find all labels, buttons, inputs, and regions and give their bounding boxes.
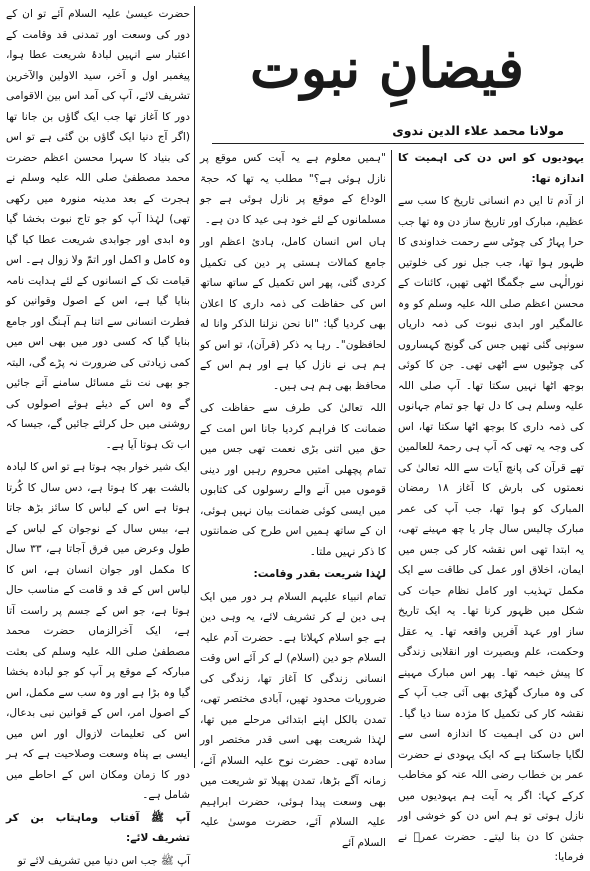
article-column-left [6, 4, 190, 769]
section-heading: آپ ﷺ آفتاب وماہتاب بن کر تشریف لائے: [6, 808, 190, 849]
section-heading: لہٰذا شریعت بقدر وقامت: [200, 564, 386, 585]
paragraph: حضرت عیسیٰ علیہ السلام آئے تو ان کے دور کی وسعت اور تمدنی قد وقامت کے اعتبار سے انہیں لبادۂ شریعت عطا ہوا، پیغمبر اول و آخر، سید الاولین والآخرین تشریف لائے، آپ کی آمد اس بین الاقوامی دور کا آغاز تھا جب ایک گاؤں بن جانا تھا (اگر آج دنیا ایک گاؤں بن گئی ہے تو اس کی بنیاد کا سہرا محسن اعظم حضرت محمد مصطفیٰ صلی اللہ علیہ وسلم نے ہجرت کے بعد مدینہ منورہ میں رکھی تھی) لہٰذا آپ کو جو تاج نبوت بخشا گیا وہ ابدی اور جوابدی شریعت عطا کیا گیا وہ کامل و اکمل اور اتمّ ولا زوال ہے۔ اس قیامت تک کے انسانوں کے لئے ہدایت نامہ بنایا گیا ہے، اس کے اصول وقوانین کو فطرت انسانی سے اتنا ہم آہنگ اور جامع بنایا گیا کہ کسی دور میں بھی اس میں کمی زیادتی کی ضرورت نہ پڑے گی، البتہ جو بھی نت نئے مسائل سامنے آتے جائیں گے وہ اس کے دیئے ہوئے اصولوں کی روشنی میں حل کرلئے جائیں گے، جیسا کہ اب تک ہوتا آیا ہے۔ [6, 4, 190, 455]
column-lead: یہودیوں کو اس دن کی اہمیت کا اندازہ تھا: [398, 148, 584, 189]
paragraph: "ہمیں معلوم ہے یہ آیت کس موقع پر نازل ہوئی ہے؟" مطلب یہ تھا کہ حجۃ الوداع کے موقع پر نازل ہوئی ہے جو مسلمانوں کے لئے خود ہی عید کا دن ہے۔ [200, 148, 386, 230]
article-column-right [398, 148, 584, 769]
paragraph: تمام انبیاء علیہم السلام ہر دور میں ایک ہی دین لے کر تشریف لائے، یہ وہی دین ہے جو اسلام کہلاتا ہے۔ حضرت آدم علیہ السلام جو دین (اسلام) لے کر آئے اس وقت انسانی زندگی کا آغاز تھا، زندگی کی ضروریات محدود تھیں، آبادی مختصر تھی، تمدن بالکل اپنے ابتدائی مرحلے میں تھا، لہٰذا شریعت بھی اسی قدر مختصر اور سادہ تھی۔ حضرت نوح علیہ السلام آئے، زمانہ آگے بڑھا، تمدن پھیلا تو شریعت میں بھی وسعت پیدا ہوئی، حضرت ابراہیم علیہ السلام آئے، حضرت موسیٰ علیہ السلام آئے [200, 587, 386, 854]
author-byline: مولانا محمد علاء الدین ندوی [212, 120, 564, 142]
paragraph: ایک شیر خوار بچہ ہوتا ہے تو اس کا لبادہ بالشت بھر کا ہوتا ہے، دس سال کا کُرتا ہوتا ہے اس کے لباس کا سائز بڑھ جاتا ہے، بیس سال کے نوجوان کے لباس کے طول وعرض میں فرق آجاتا ہے، ۳۳ سال کا مکمل اور جوان انسان ہے، اس کا لباس اس کے قد و قامت کے مناسب حال ہوتا ہے، جو اس کے جسم پر راست آتا ہے، ایک آخرالزماں حضرت محمد مصطفیٰ صلی اللہ علیہ وسلم کی بعثت مبارکہ کے موقع پر آپ کو جو لبادہ بخشا گیا وہ بڑا ہے اور وہ سب سے مکمل، اس کے اصول امر، اس کے قوانین نبی بدعال، اس کی تعلیمات لازوال اور اس میں ایسی بے پناہ وسعت وصلاحیت ہے کہ ہر دور کا زمان ومکان اس کے احاطے میں شامل ہے۔ [6, 457, 190, 806]
paragraph: اللہ تعالیٰ کی طرف سے حفاظت کی ضمانت کا فراہم کردیا جانا اس امت کے حق میں اتنی بڑی نعمت تھی جس میں تمام پچھلی امتیں محروم رہیں اور دینی قوموں میں آنے والے رسولوں کی کتابوں میں ایسی کوئی ضمانت بیان نہیں ہوئی، ان کے ساتھ ہمیں اس طرح کی ضمانتوں کا ذکر نہیں ملتا۔ [200, 398, 386, 562]
article-title: فیضانِ نبوت [222, 22, 552, 114]
byline-divider [212, 143, 584, 144]
column-divider-left [194, 6, 195, 768]
paragraph: ہاں اس انسان کامل، ہادیٔ اعظم اور جامع کمالات ہستی پر دین کی تکمیل کردی گئی، پھر اس تکمیل کے ساتھ ساتھ اس کی حفاظت کی ذمہ داری کا اعلان بھی کردیا گیا: "انا نحن نزلنا الذکر وانا له لحافظون"۔ رہا یہ ذکر (قرآن)، تو اس کو ہم ہی نے نازل کیا ہے اور ہم اس کے محافظ بھی ہم ہی ہیں۔ [200, 232, 386, 396]
paragraph: از آدم تا ایں دم انسانی تاریخ کا سب سے عظیم، مبارک اور تاریخ ساز دن وہ تھا جب حرا پہاڑ کی چوٹی سے رحمت خداوندی کا ظہور ہوا تھا، جب جبل نور کی خلوتیں نورالٰہی سے جگمگا اٹھی تھیں، کائنات کے محسن اعظم صلی اللہ علیہ وسلم کو وہ عالمگیر اور ابدی نبوت کی ذمہ داریاں سونپی گئی تھیں جس کی گونج کہساروں کی چوٹیوں سے اٹھی تھی۔ جن کا کوئی بوجھ اٹھا نہیں سکتا تھا۔ آپ صلی اللہ علیہ وسلم ہی کا دل تھا جو تمام جہانوں کی ذمہ داری کا بوجھ اٹھا سکتا تھا، اس کی وجہ یہ تھی کہ آپ ہی رحمۃ للعالمین تھے قرآن کی پانچ آیات سے اللہ تعالیٰ کی نعمتوں کی بارش کا آغاز ۱۸ رمضان المبارک کو ہوا تھا، جب آپ کی عمر مبارک چالیس سال چار یا چھ مہینے تھی، یہ ابتدا تھی اس نقشہ کار کی جس میں ایمان، اخلاق اور عمل کی طاقت سے ایک مکمل تہذیب اور کامل نظام حیات کی شکل میں ظہور کرنا تھا۔ یہ ایک تاریخ ساز اور عہد آفریں واقعہ تھا۔ یہ عقل وحکمت، علم وبصیرت اور انقلابی زندگی کا پیش خیمہ تھا۔ پھر اس مبارک مہینے کی وہ مبارک گھڑی بھی آئی جب آپ کے نقشہ کار کی تکمیل کا مژدہ سنا دیا گیا۔ اس دن کی اہمیت کا اندازہ اسی سے لگایا جاسکتا ہے کہ ایک یہودی نے حضرت عمر بن خطاب رضی اللہ عنہ کو مخاطب کرکے کہا: اگر یہ آیت ہم یہودیوں میں نازل ہوتی تو ہم اس دن کو خوشی اور جشن کا دن بنا لیتے۔ حضرت عمرؓ نے فرمایا: [398, 191, 584, 868]
article-column-middle [200, 148, 386, 769]
paragraph: آپ ﷺ جب اس دنیا میں تشریف لائے تو [6, 851, 190, 871]
column-divider-right [391, 150, 392, 768]
